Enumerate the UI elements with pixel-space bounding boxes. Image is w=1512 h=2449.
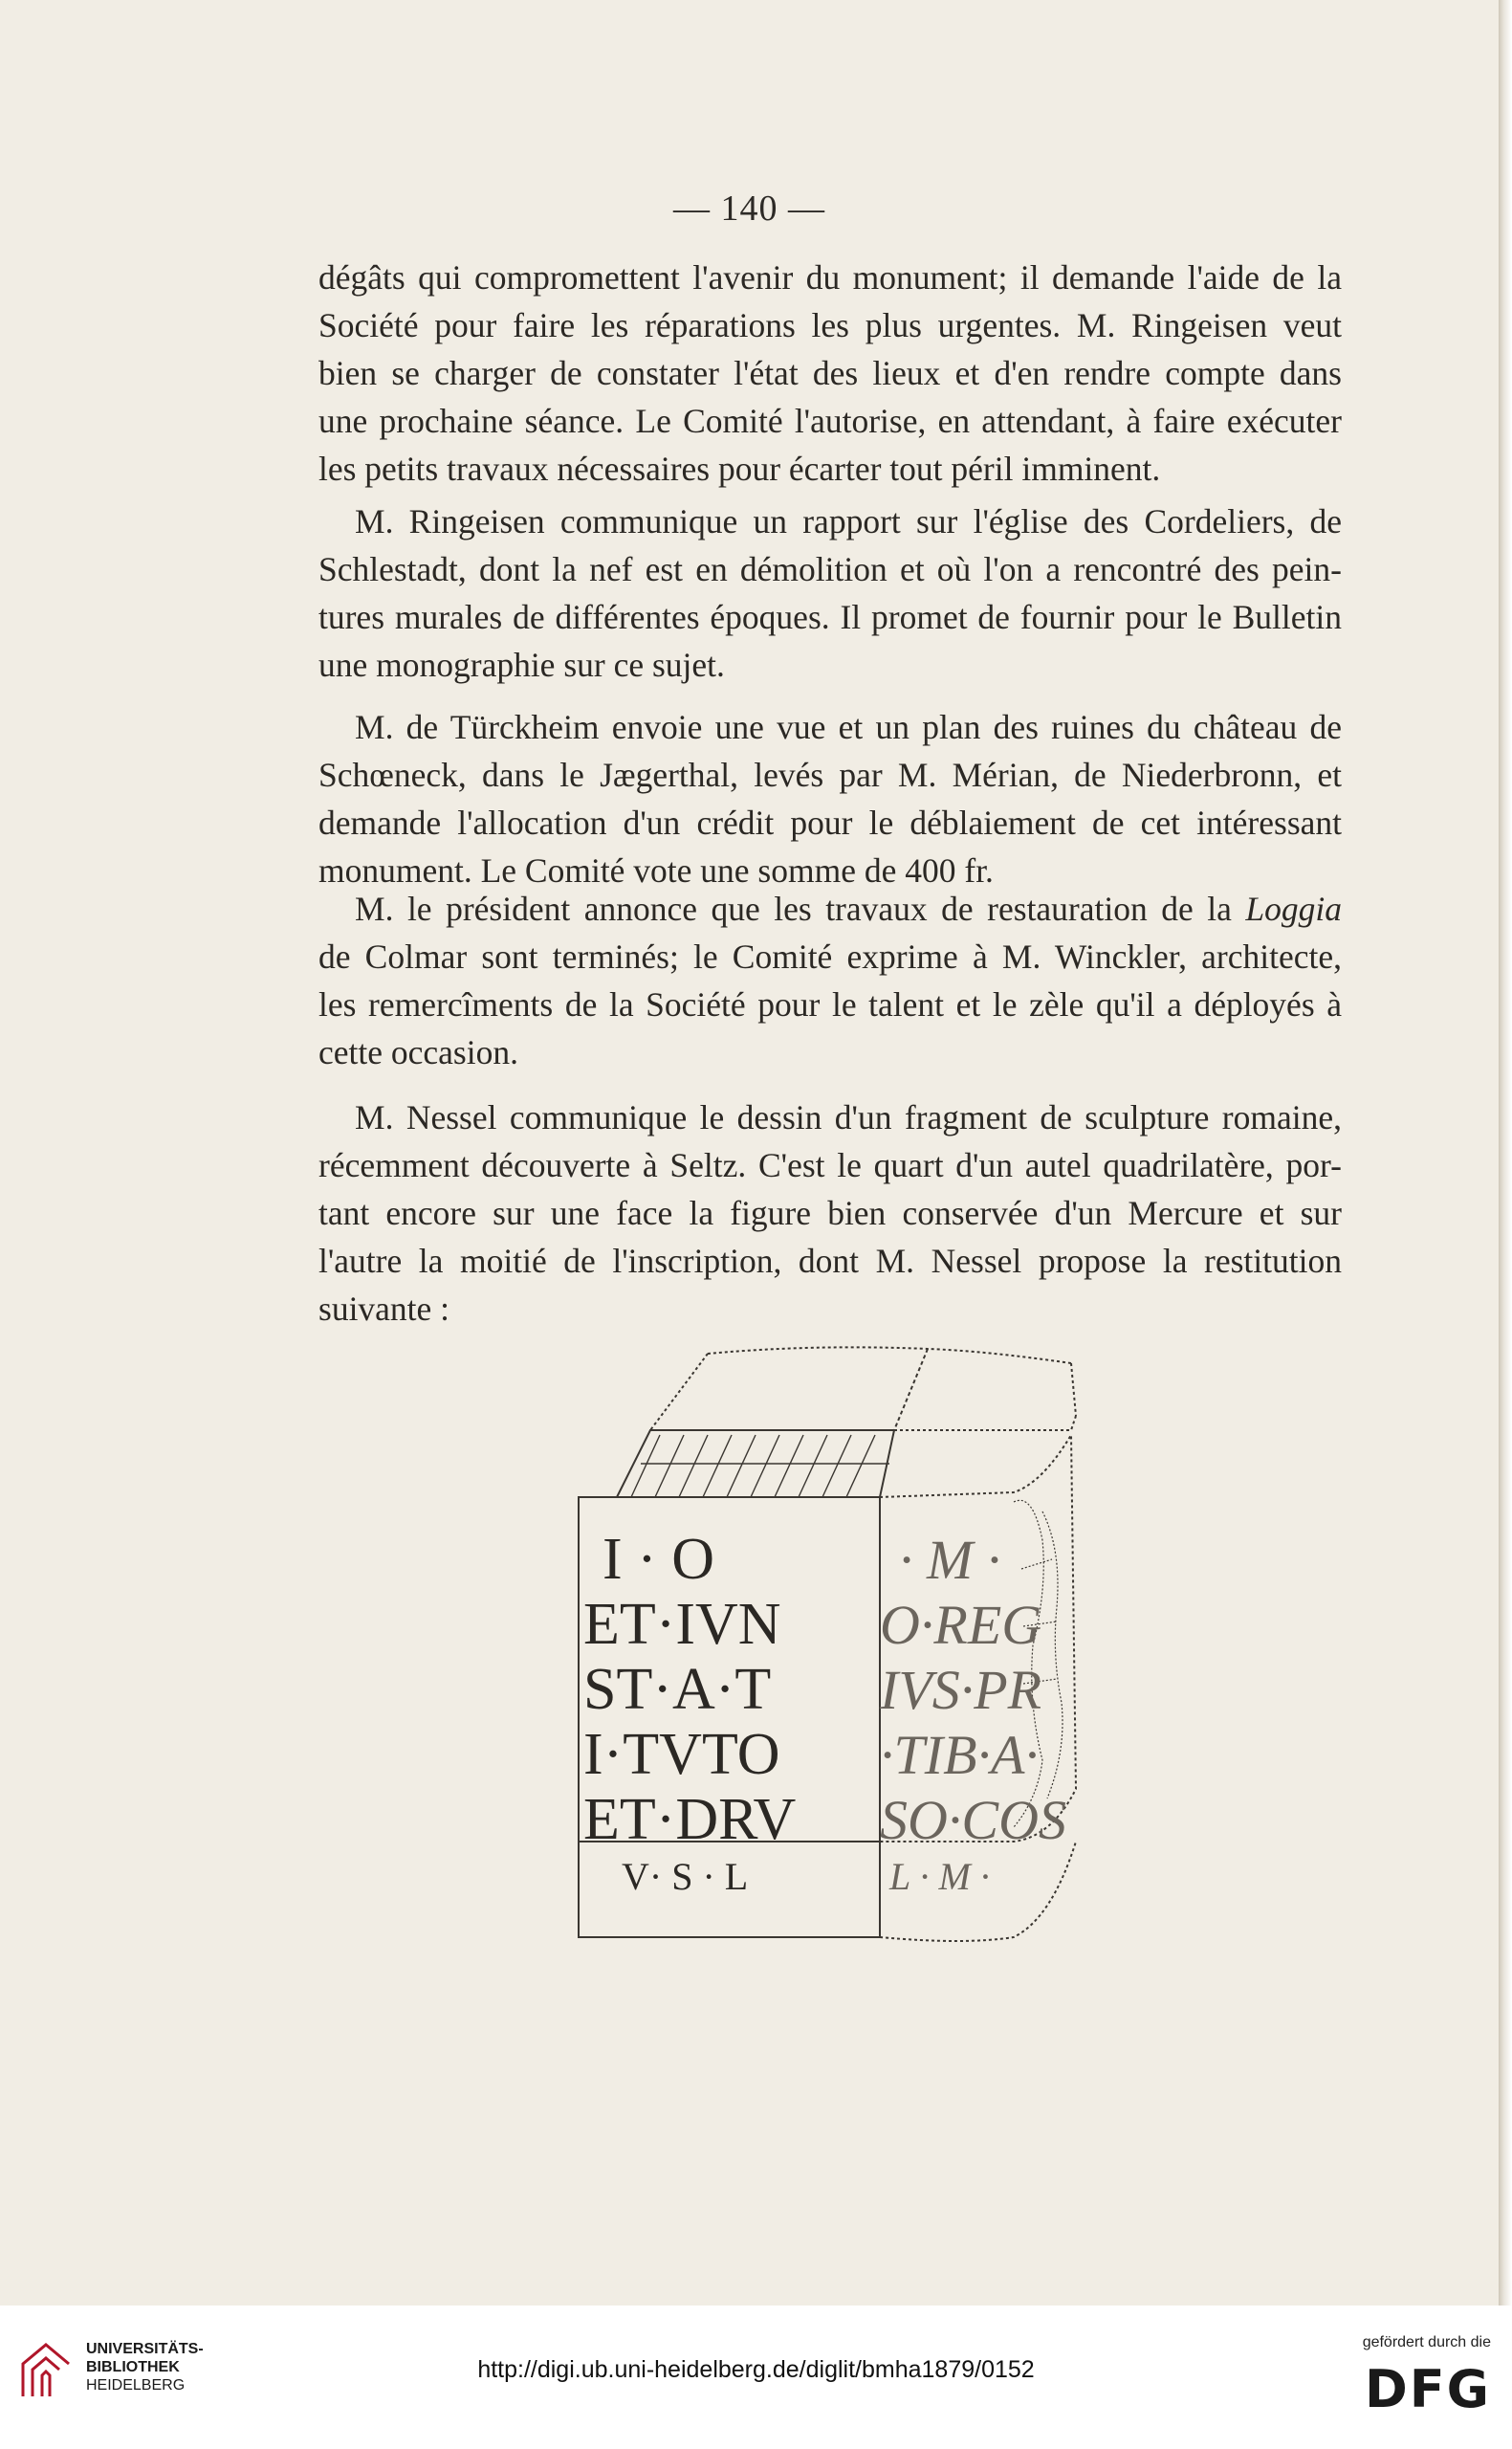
paragraph-2 <box>318 497 1342 689</box>
text-line: M. le président annonce que les travaux de restauration de la Loggia <box>355 890 1342 928</box>
dfg-logo: DFG <box>1364 2359 1491 2419</box>
source-url-link[interactable]: http://digi.ub.uni-heidelberg.de/diglit/bmha1879/0152 <box>477 2356 1035 2383</box>
text-line: M. Nessel communique le dessin d'un fragment de sculpture romaine, <box>355 1098 1342 1136</box>
paragraph-5 <box>318 1093 1342 1333</box>
inscription-right-line: · M · <box>899 1529 1001 1591</box>
page-number: — 140 — <box>673 188 825 229</box>
altar-base <box>564 1842 1100 1966</box>
inscription-right-line: L · M · <box>889 1855 990 1898</box>
paragraph-3 <box>318 703 1342 894</box>
text-line: récemment découverte à Seltz. C'est le quart d'un autel quadrilatère, por- <box>318 1146 1342 1184</box>
inscription-right-line: IVS·PR <box>880 1659 1042 1721</box>
library-name-line: UNIVERSITÄTS- <box>86 2341 204 2357</box>
text-line: M. Ringeisen communique un rapport sur l'église des Cordeliers, de <box>355 502 1342 541</box>
inscription-left-line: ET·DRV <box>583 1787 797 1852</box>
paragraph-4 <box>318 885 1342 1076</box>
text-line: de Colmar sont terminés; le Comité exprime à M. Winckler, architecte, <box>318 938 1342 976</box>
text-line: tant encore sur une face la figure bien conservée d'un Mercure et sur <box>318 1194 1342 1232</box>
inscription-left-line: I·TVTO <box>583 1722 780 1787</box>
inscription-left-line: ET·IVN <box>583 1592 781 1657</box>
text-line: l'autre la moitié de l'inscription, dont M. Nessel propose la restitution <box>318 1242 1342 1280</box>
italic-word: Loggia <box>1245 890 1342 928</box>
text-line: cette occasion. <box>318 1033 518 1071</box>
text-line: bien se charger de constater l'état des lieux et d'en rendre compte dans <box>318 354 1342 392</box>
text-line: Schœneck, dans le Jægerthal, levés par M. Mérian, de Niederbronn, et <box>318 756 1342 794</box>
text-line: dégâts qui compromettent l'avenir du monument; il demande l'aide de la <box>318 258 1342 297</box>
paragraph-1 <box>318 254 1342 493</box>
library-name-line: HEIDELBERG <box>86 2377 186 2394</box>
text-line: tures murales de différentes époques. Il promet de fournir pour le Bulletin <box>318 598 1342 636</box>
text-line: demande l'allocation d'un crédit pour le déblaiement de cet intéressant <box>318 804 1342 842</box>
text-line: Schlestadt, dont la nef est en démolition et où l'on a rencontré des pein- <box>318 550 1342 588</box>
text-line: monument. Le Comité vote une somme de 400 fr. <box>318 851 994 890</box>
library-name-line: BIBLIOTHEK <box>86 2359 180 2375</box>
inscription-left-line: I · O <box>603 1527 715 1592</box>
text-line: suivante : <box>318 1290 450 1328</box>
page-edge-shadow <box>1499 0 1512 2306</box>
text-line: les remercîments de la Société pour le talent et le zèle qu'il a déployés à <box>318 985 1342 1024</box>
text-line: Société pour faire les réparations les plus urgentes. M. Ringeisen veut <box>318 306 1342 344</box>
text-line: une monographie sur ce sujet. <box>318 646 725 684</box>
inscription-left-line: V· S · L <box>622 1855 749 1898</box>
text-line: les petits travaux nécessaires pour écarter tout péril imminent. <box>318 450 1161 488</box>
inscription-left-line: ST·A·T <box>583 1657 772 1722</box>
inscription-right-line: O·REG <box>880 1594 1042 1656</box>
funded-by-label: gefördert durch die <box>1362 2334 1491 2350</box>
text-line: une prochaine séance. Le Comité l'autorise, en attendant, à faire exécuter <box>318 402 1342 440</box>
inscription-right-line: ·TIB·A· <box>880 1724 1039 1786</box>
text-line: M. de Türckheim envoie une vue et un plan des ruines du château de <box>355 708 1342 746</box>
inscription-right-line: SO·COS <box>880 1789 1066 1851</box>
digitization-footer <box>0 2306 1512 2431</box>
